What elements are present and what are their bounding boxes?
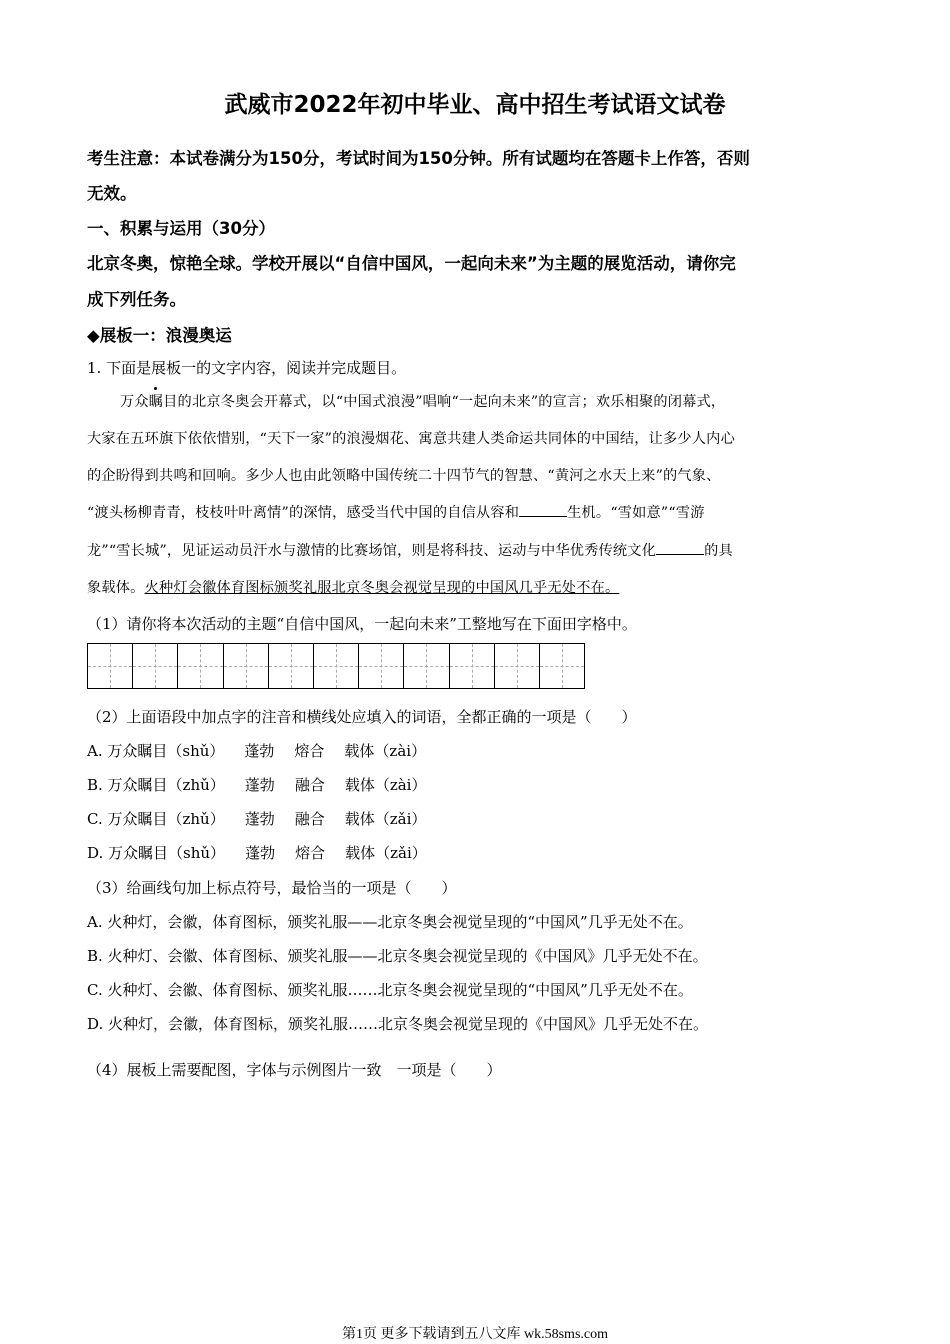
grid-cell xyxy=(540,644,584,688)
option-2d xyxy=(87,842,427,863)
grid-cell xyxy=(495,644,540,688)
option-text: 蓬勃 xyxy=(244,776,275,794)
intro-line-2: 成下列任务。 xyxy=(87,290,186,309)
subquestion-4: （4）展板上需要配图，字体与示例图片一致 一项是（ ） xyxy=(87,1061,502,1079)
passage-line-4 xyxy=(87,502,705,522)
option-text: 载体（zài） xyxy=(344,776,427,794)
passage-line-5 xyxy=(87,540,733,560)
option-text: 载体（zài） xyxy=(344,742,427,760)
intro-line-1: 北京冬奥，惊艳全球。学校开展以“自信中国风，一起向未来”为主题的展览活动，请你完 xyxy=(87,254,736,273)
option-text: 融合 xyxy=(294,776,325,794)
option-text: 熔合 xyxy=(295,844,326,862)
grid-cell xyxy=(224,644,269,688)
subquestion-3: （3）给画线句加上标点符号，最恰当的一项是（ ） xyxy=(87,879,457,897)
passage-text: 象载体。 xyxy=(87,580,145,596)
grid-cell xyxy=(404,644,449,688)
passage-line-3: 的企盼得到共鸣和回响。多少人也由此领略中国传统二十四节气的智慧、“黄河之水天上来”的气象、 xyxy=(87,468,721,484)
grid-cell xyxy=(314,644,359,688)
option-text: 载体（zǎi） xyxy=(344,810,427,828)
page-footer: 第1页 更多下载请到五八文库 wk.58sms.com xyxy=(342,1327,608,1342)
board-heading: ◆展板一：浪漫奥运 xyxy=(87,326,232,345)
grid-cell xyxy=(178,644,223,688)
option-3d: D. 火种灯，会徽，体育图标，颁奖礼服……北京冬奥会视觉呈现的《中国风》几乎无处不在。 xyxy=(87,1015,709,1033)
subquestion-1: （1）请你将本次活动的主题“自信中国风，一起向未来”工整地写在下面田字格中。 xyxy=(87,615,637,633)
grid-cell xyxy=(133,644,178,688)
page-title: 武威市2022年初中毕业、高中招生考试语文试卷 xyxy=(224,92,726,118)
option-3b: B. 火种灯、会徽、体育图标、颁奖礼服——北京冬奥会视觉呈现的《中国风》几乎无处不在。 xyxy=(87,947,708,965)
option-2a xyxy=(87,740,426,761)
option-3a: A. 火种灯，会徽，体育图标，颁奖礼服——北京冬奥会视觉呈现的“中国风”几乎无处不在。 xyxy=(87,913,693,931)
underlined-sentence: 火种灯会徽体育图标颁奖礼服北京冬奥会视觉呈现的中国风几乎无处不在。 xyxy=(144,580,620,596)
grid-cell xyxy=(359,644,404,688)
passage-text: “渡头杨柳青青，枝枝叶叶离情”的深情，感受当代中国的自信从容和 xyxy=(87,505,520,521)
option-text: B. 万众瞩目（zhǔ） xyxy=(87,776,225,794)
option-text: 载体（zǎi） xyxy=(345,844,427,862)
passage-line-2: 大家在五环旗下依依惜别，“天下一家”的浪漫烟花、寓意共建人类命运共同体的中国结，让多少人内心 xyxy=(87,431,735,447)
option-3c: C. 火种灯、会徽、体育图标、颁奖礼服……北京冬奥会视觉呈现的“中国风”几乎无处不在。 xyxy=(87,981,693,999)
passage-line-1 xyxy=(120,391,725,411)
grid-cell xyxy=(450,644,495,688)
grid-cell xyxy=(88,644,133,688)
passage-text: 的具 xyxy=(704,543,733,559)
option-2b xyxy=(87,774,426,795)
tianzi-grid xyxy=(87,643,585,689)
passage-text: 生机。“雪如意”“雪游 xyxy=(567,505,705,521)
option-text: 蓬勃 xyxy=(244,742,275,760)
fill-blank-2 xyxy=(656,540,704,555)
passage-text: 万众 xyxy=(120,394,149,410)
dotted-char-text: 瞩 xyxy=(148,394,164,410)
option-text: A. 万众瞩目（shǔ） xyxy=(87,742,225,760)
option-text: C. 万众瞩目（zhǔ） xyxy=(87,810,225,828)
option-2c xyxy=(87,808,426,829)
question-1: 1. 下面是展板一的文字内容，阅读并完成题目。 xyxy=(87,359,407,377)
grid-cell xyxy=(269,644,314,688)
fill-blank-1 xyxy=(519,502,567,517)
option-text: 蓬勃 xyxy=(244,810,275,828)
notice-line-1: 考生注意：本试卷满分为150分，考试时间为150分钟。所有试题均在答题卡上作答，否则 xyxy=(87,149,750,168)
passage-text: 龙”“雪长城”，见证运动员汗水与激情的比赛场馆，则是将科技、运动与中华优秀传统文化 xyxy=(87,543,657,559)
subquestion-2: （2）上面语段中加点字的注音和横线处应填入的词语，全都正确的一项是（ ） xyxy=(87,708,637,726)
emphasis-dot xyxy=(154,387,157,390)
option-text: 融合 xyxy=(294,810,325,828)
passage-line-6 xyxy=(87,577,619,597)
option-text: D. 万众瞩目（shǔ） xyxy=(87,844,226,862)
option-text: 蓬勃 xyxy=(245,844,276,862)
passage-text: 目的北京冬奥会开幕式，以“中国式浪漫”唱响“一起向未来”的宣言；欢乐相聚的闭幕式， xyxy=(163,394,726,410)
dotted-char xyxy=(149,391,163,411)
notice-line-2: 无效。 xyxy=(87,184,137,203)
option-text: 熔合 xyxy=(294,742,325,760)
section-heading: 一、积累与运用（30分） xyxy=(87,219,275,238)
